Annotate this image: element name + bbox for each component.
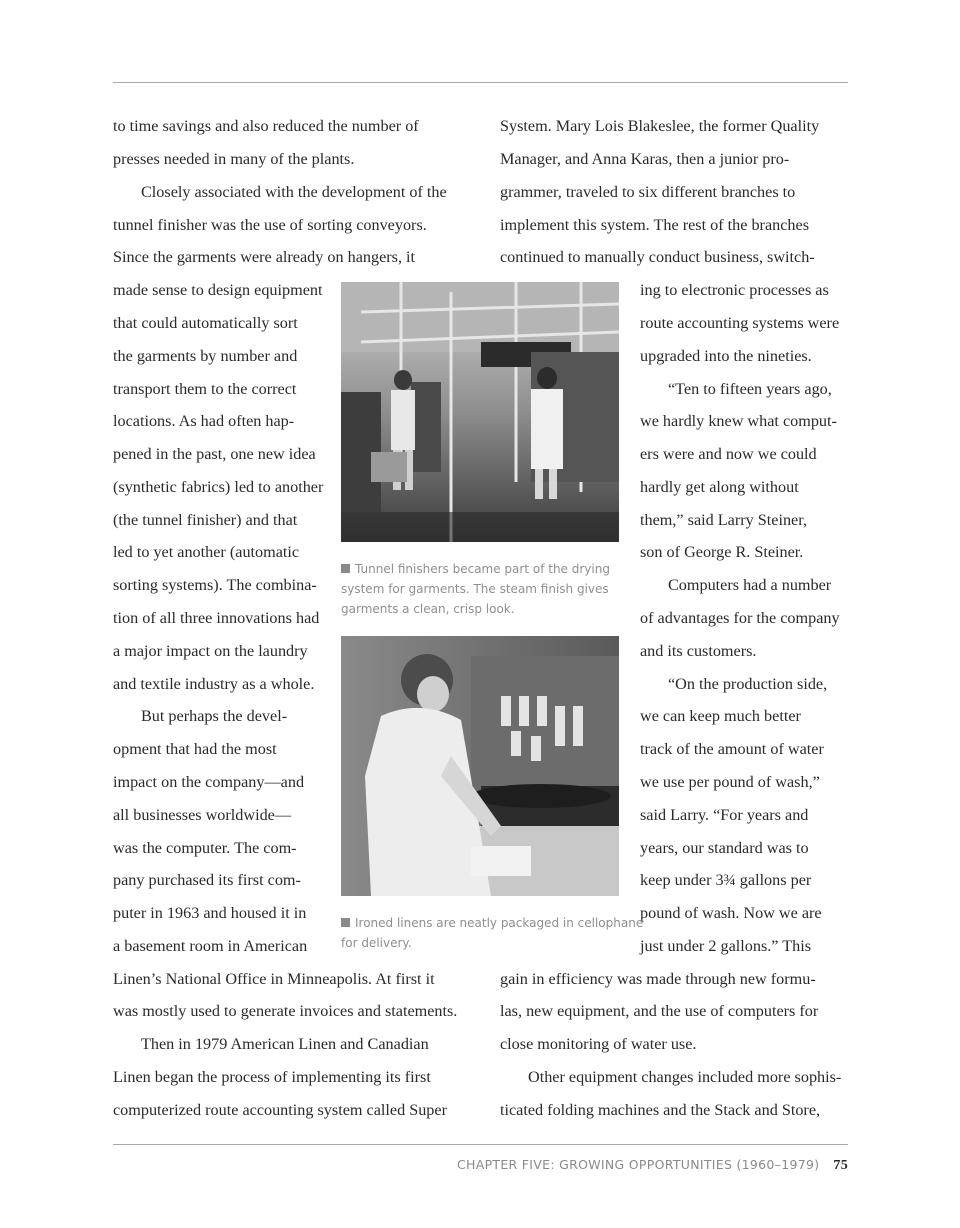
text-line: a major impact on the laundry xyxy=(113,642,308,660)
caption-bullet-icon xyxy=(341,918,350,927)
text-line: Closely associated with the development of the xyxy=(141,183,447,201)
text-line: upgraded into the nineties. xyxy=(640,347,812,365)
text-line: made sense to design equipment xyxy=(113,281,323,299)
text-line: sorting systems). The combina- xyxy=(113,576,317,594)
page-footer xyxy=(457,1157,848,1174)
caption-line: garments a clean, crisp look. xyxy=(341,602,515,616)
page-number: 75 xyxy=(833,1158,848,1173)
text-line: them,” said Larry Steiner, xyxy=(640,511,808,529)
text-line: gain in efficiency was made through new formu- xyxy=(500,970,816,988)
text-line: was mostly used to generate invoices and statements. xyxy=(113,1002,458,1020)
caption-line: Ironed linens are neatly packaged in cellophane xyxy=(355,916,644,930)
text-line: son of George R. Steiner. xyxy=(640,543,804,561)
footer-rule xyxy=(113,1144,848,1145)
text-line: pened in the past, one new idea xyxy=(113,445,316,463)
text-line: we use per pound of wash,” xyxy=(640,773,820,791)
text-line: keep under 3¾ gallons per xyxy=(640,871,812,889)
text-line: continued to manually conduct business, switch- xyxy=(500,248,815,266)
ironed-linens-photo xyxy=(341,636,619,896)
text-line: just under 2 gallons.” This xyxy=(640,937,812,955)
text-line: Manager, and Anna Karas, then a junior pro- xyxy=(500,150,790,168)
caption-line: for delivery. xyxy=(341,936,412,950)
text-line: led to yet another (automatic xyxy=(113,543,300,561)
text-line: ticated folding machines and the Stack and Store, xyxy=(500,1101,821,1119)
caption-line: system for garments. The steam finish gives xyxy=(341,582,609,596)
text-line: “Ten to fifteen years ago, xyxy=(668,380,832,398)
text-line: hardly get along without xyxy=(640,478,799,496)
text-line: impact on the company—and xyxy=(113,773,305,791)
text-line: that could automatically sort xyxy=(113,314,298,332)
text-line: to time savings and also reduced the number of xyxy=(113,117,419,135)
text-line: ers were and now we could xyxy=(640,445,817,463)
text-line: opment that had the most xyxy=(113,740,277,758)
text-line: Other equipment changes included more sophis- xyxy=(528,1068,842,1086)
text-line: of advantages for the company xyxy=(640,609,840,627)
chapter-title: CHAPTER FIVE: GROWING OPPORTUNITIES (1960–1979) xyxy=(457,1157,820,1172)
text-line: track of the amount of water xyxy=(640,740,824,758)
text-line: we hardly knew what comput- xyxy=(640,412,837,430)
text-line: grammer, traveled to six different branches to xyxy=(500,183,796,201)
text-line: all businesses worldwide— xyxy=(113,806,292,824)
text-line: route accounting systems were xyxy=(640,314,840,332)
text-line: But perhaps the devel- xyxy=(141,707,288,725)
text-line: and textile industry as a whole. xyxy=(113,675,315,693)
text-line: las, new equipment, and the use of computers for xyxy=(500,1002,819,1020)
caption-bullet-icon xyxy=(341,564,350,573)
text-line: tion of all three innovations had xyxy=(113,609,320,627)
text-line: said Larry. “For years and xyxy=(640,806,809,824)
text-line: locations. As had often hap- xyxy=(113,412,295,430)
text-line: years, our standard was to xyxy=(640,839,809,857)
text-line: presses needed in many of the plants. xyxy=(113,150,355,168)
tunnel-finisher-photo xyxy=(341,282,619,542)
text-line: pound of wash. Now we are xyxy=(640,904,822,922)
text-line: a basement room in American xyxy=(113,937,308,955)
header-rule xyxy=(113,82,848,83)
text-line: implement this system. The rest of the branches xyxy=(500,216,809,234)
text-line: puter in 1963 and housed it in xyxy=(113,904,307,922)
text-line: System. Mary Lois Blakeslee, the former Quality xyxy=(500,117,820,135)
text-line: Then in 1979 American Linen and Canadian xyxy=(141,1035,429,1053)
text-line: transport them to the correct xyxy=(113,380,297,398)
text-line: Since the garments were already on hangers, it xyxy=(113,248,416,266)
text-line: Linen’s National Office in Minneapolis. At first it xyxy=(113,970,435,988)
text-line: (synthetic fabrics) led to another xyxy=(113,478,324,496)
text-line: was the computer. The com- xyxy=(113,839,297,857)
text-line: pany purchased its first com- xyxy=(113,871,301,889)
caption-line: Tunnel finishers became part of the drying xyxy=(355,562,610,576)
text-line: computerized route accounting system called Super xyxy=(113,1101,447,1119)
text-line: (the tunnel finisher) and that xyxy=(113,511,298,529)
text-line: close monitoring of water use. xyxy=(500,1035,697,1053)
text-line: the garments by number and xyxy=(113,347,298,365)
text-line: and its customers. xyxy=(640,642,757,660)
text-line: Computers had a number xyxy=(668,576,832,594)
text-line: “On the production side, xyxy=(668,675,828,693)
text-line: ing to electronic processes as xyxy=(640,281,829,299)
text-line: tunnel finisher was the use of sorting conveyors. xyxy=(113,216,427,234)
text-line: Linen began the process of implementing its first xyxy=(113,1068,431,1086)
text-line: we can keep much better xyxy=(640,707,801,725)
